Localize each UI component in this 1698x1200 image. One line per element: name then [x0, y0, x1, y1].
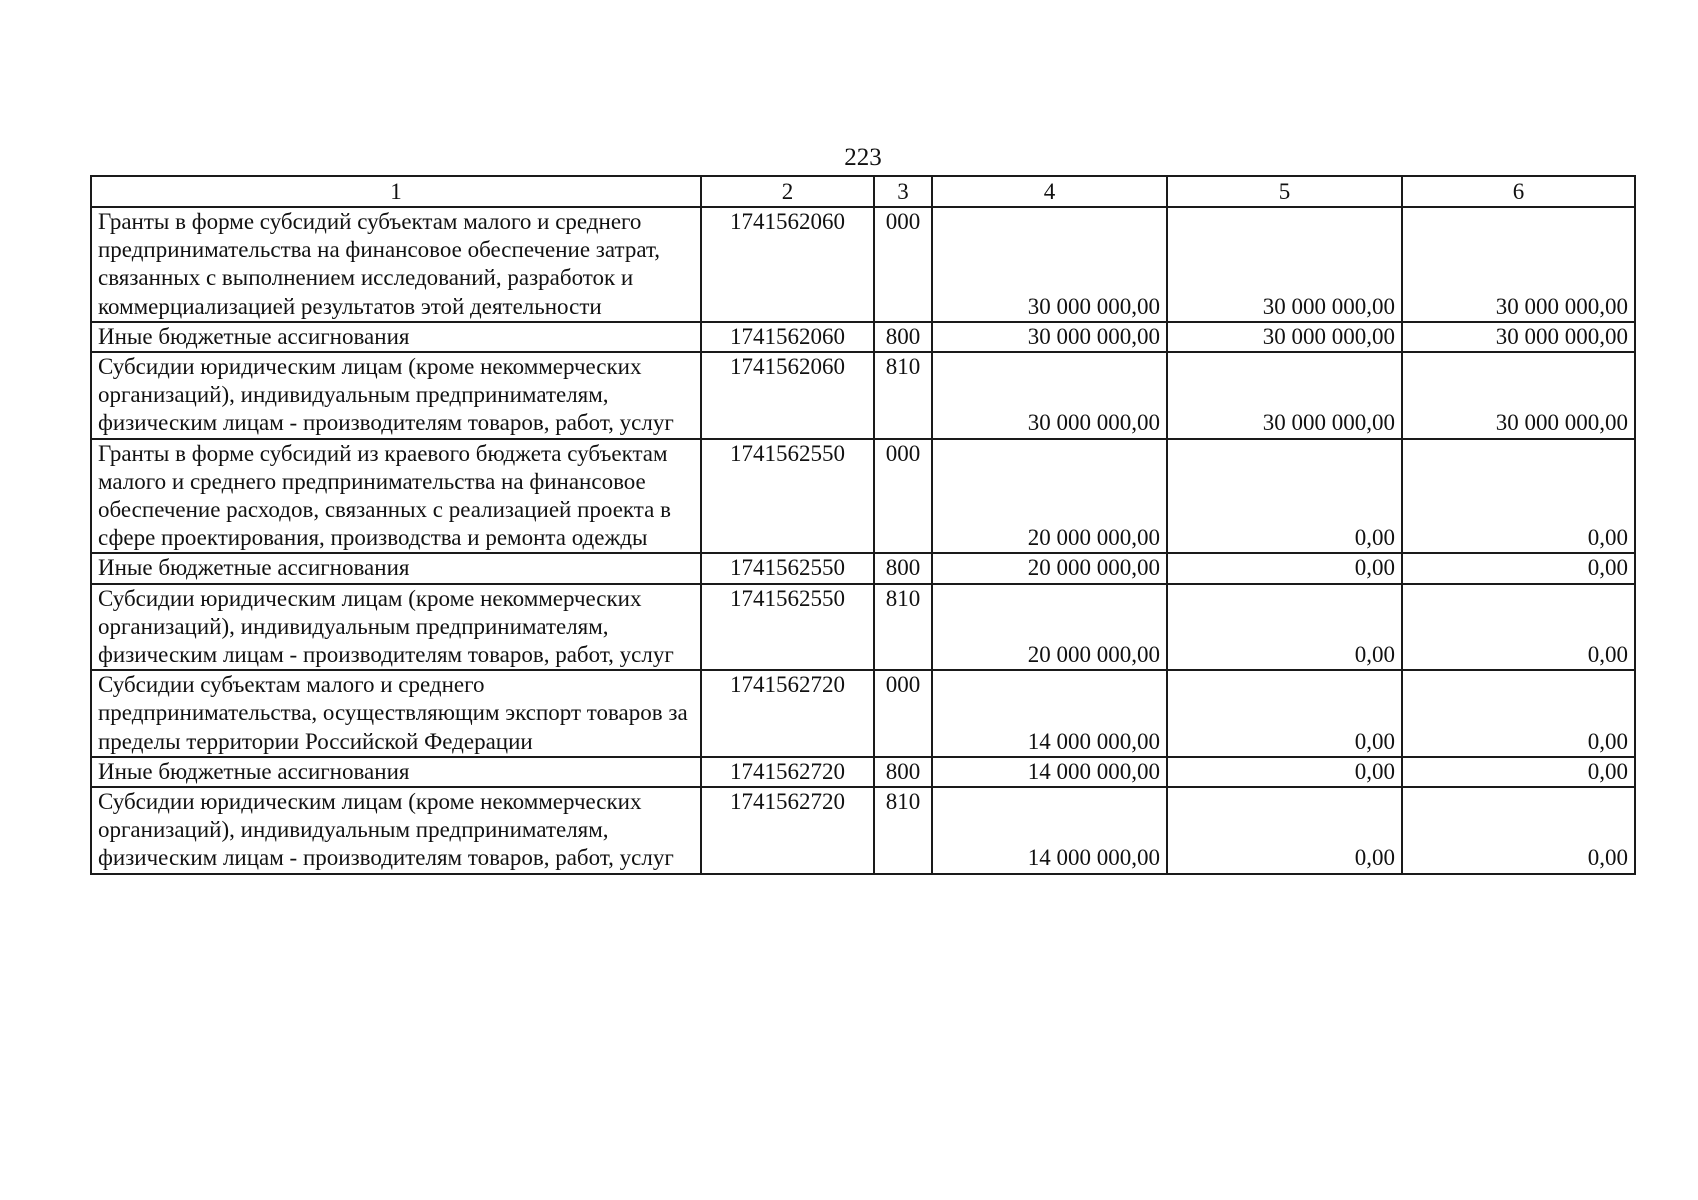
amount-col-4-cell: 20 000 000,00 — [932, 584, 1167, 671]
amount-col-5-cell: 30 000 000,00 — [1167, 322, 1402, 352]
expense-type-cell: 800 — [874, 553, 932, 583]
table-row — [91, 584, 1635, 671]
amount-col-4-cell: 14 000 000,00 — [932, 670, 1167, 757]
table-row — [91, 787, 1635, 874]
budget-table — [90, 175, 1636, 875]
amount-col-6-cell: 0,00 — [1402, 670, 1635, 757]
expense-name-cell: Иные бюджетные ассигнования — [91, 757, 701, 787]
expense-name-cell: Субсидии юридическим лицам (кроме некоммерческих организаций), индивидуальным предпринимателям, физическим лицам - производителям товаров, работ, услуг — [91, 584, 701, 671]
target-code-cell: 1741562550 — [701, 584, 874, 671]
column-header-4: 4 — [932, 176, 1167, 207]
table-row — [91, 757, 1635, 787]
amount-col-6-cell: 0,00 — [1402, 787, 1635, 874]
table-header-row — [91, 176, 1635, 207]
column-header-1: 1 — [91, 176, 701, 207]
amount-col-4-cell: 14 000 000,00 — [932, 787, 1167, 874]
expense-name-cell: Иные бюджетные ассигнования — [91, 553, 701, 583]
amount-col-5-cell: 0,00 — [1167, 439, 1402, 554]
amount-col-4-cell: 14 000 000,00 — [932, 757, 1167, 787]
expense-name-cell: Субсидии юридическим лицам (кроме некоммерческих организаций), индивидуальным предпринимателям, физическим лицам - производителям товаров, работ, услуг — [91, 352, 701, 439]
amount-col-6-cell: 0,00 — [1402, 757, 1635, 787]
table-row — [91, 322, 1635, 352]
expense-type-cell: 000 — [874, 207, 932, 322]
amount-col-5-cell: 0,00 — [1167, 584, 1402, 671]
amount-col-5-cell: 0,00 — [1167, 787, 1402, 874]
target-code-cell: 1741562060 — [701, 207, 874, 322]
table-row — [91, 670, 1635, 757]
target-code-cell: 1741562060 — [701, 352, 874, 439]
table-row — [91, 439, 1635, 554]
expense-type-cell: 810 — [874, 584, 932, 671]
column-header-3: 3 — [874, 176, 932, 207]
expense-type-cell: 000 — [874, 670, 932, 757]
amount-col-6-cell: 30 000 000,00 — [1402, 322, 1635, 352]
page-number: 223 — [844, 144, 882, 171]
amount-col-5-cell: 0,00 — [1167, 553, 1402, 583]
expense-name-cell: Субсидии субъектам малого и среднего предпринимательства, осуществляющим экспорт товаров за пределы территории Российской Федерации — [91, 670, 701, 757]
expense-type-cell: 810 — [874, 787, 932, 874]
expense-name-cell: Субсидии юридическим лицам (кроме некоммерческих организаций), индивидуальным предпринимателям, физическим лицам - производителям товаров, работ, услуг — [91, 787, 701, 874]
amount-col-6-cell: 0,00 — [1402, 553, 1635, 583]
expense-name-cell: Иные бюджетные ассигнования — [91, 322, 701, 352]
amount-col-4-cell: 30 000 000,00 — [932, 322, 1167, 352]
amount-col-6-cell: 30 000 000,00 — [1402, 207, 1635, 322]
amount-col-4-cell: 30 000 000,00 — [932, 352, 1167, 439]
amount-col-4-cell: 20 000 000,00 — [932, 553, 1167, 583]
table-row — [91, 207, 1635, 322]
target-code-cell: 1741562060 — [701, 322, 874, 352]
amount-col-4-cell: 30 000 000,00 — [932, 207, 1167, 322]
expense-type-cell: 810 — [874, 352, 932, 439]
table-row — [91, 352, 1635, 439]
target-code-cell: 1741562720 — [701, 670, 874, 757]
amount-col-6-cell: 0,00 — [1402, 584, 1635, 671]
amount-col-5-cell: 30 000 000,00 — [1167, 352, 1402, 439]
amount-col-6-cell: 0,00 — [1402, 439, 1635, 554]
target-code-cell: 1741562550 — [701, 553, 874, 583]
column-header-6: 6 — [1402, 176, 1635, 207]
expense-name-cell: Гранты в форме субсидий субъектам малого и среднего предпринимательства на финансовое обеспечение затрат, связанных с выполнением исследований, разработок и коммерциализацией результатов этой деятельности — [91, 207, 701, 322]
column-header-2: 2 — [701, 176, 874, 207]
amount-col-5-cell: 0,00 — [1167, 670, 1402, 757]
column-header-5: 5 — [1167, 176, 1402, 207]
target-code-cell: 1741562720 — [701, 787, 874, 874]
expense-type-cell: 000 — [874, 439, 932, 554]
amount-col-6-cell: 30 000 000,00 — [1402, 352, 1635, 439]
amount-col-5-cell: 30 000 000,00 — [1167, 207, 1402, 322]
target-code-cell: 1741562550 — [701, 439, 874, 554]
amount-col-4-cell: 20 000 000,00 — [932, 439, 1167, 554]
table-row — [91, 553, 1635, 583]
target-code-cell: 1741562720 — [701, 757, 874, 787]
expense-name-cell: Гранты в форме субсидий из краевого бюджета субъектам малого и среднего предпринимательства на финансовое обеспечение расходов, связанных с реализацией проекта в сфере проектирования, производства и ремонта одежды — [91, 439, 701, 554]
amount-col-5-cell: 0,00 — [1167, 757, 1402, 787]
expense-type-cell: 800 — [874, 757, 932, 787]
expense-type-cell: 800 — [874, 322, 932, 352]
